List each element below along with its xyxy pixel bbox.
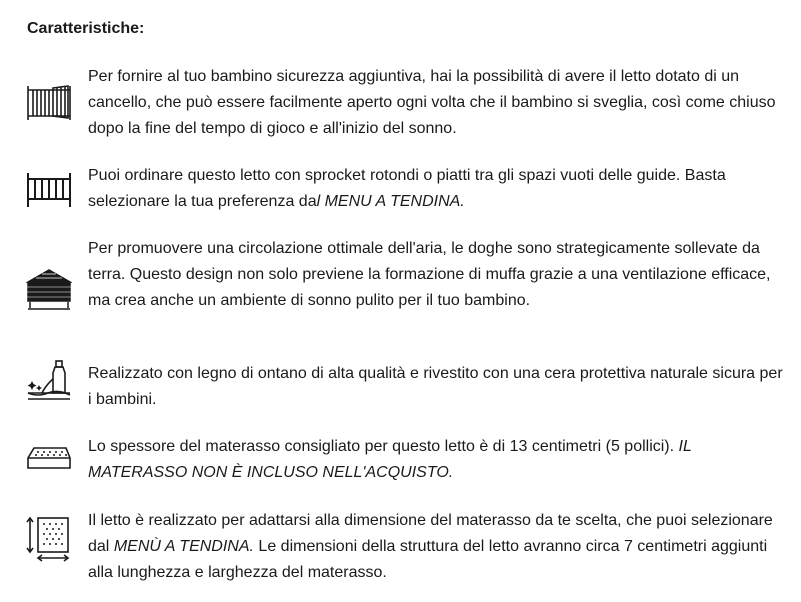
dropdown-menu-emphasis: l MENU A TENDINA. bbox=[316, 193, 465, 210]
feature-text-tail: Le dimensioni della struttura del letto avranno circa 7 centimetri aggiunti alla lunghezza e larghezza del materasso. bbox=[88, 538, 768, 581]
feature-text bbox=[88, 163, 788, 215]
feature-text bbox=[88, 508, 788, 586]
feature-text bbox=[88, 434, 788, 486]
feature-text-main: Lo spessore del materasso consigliato per questo letto è di 13 centimetri (5 pollici). bbox=[88, 438, 675, 455]
feature-text: Per fornire al tuo bambino sicurezza aggiuntiva, hai la possibilità di avere il letto dotato di un cancello, che può essere facilmente aperto ogni volta che il bambino si sveglia, così come chiuso dopo la fine del tempo di gioco e all'inizio del sonno. bbox=[88, 68, 776, 137]
crib-gate-icon bbox=[26, 82, 72, 128]
feature-item bbox=[0, 434, 801, 488]
dimensions-icon bbox=[26, 516, 72, 562]
dropdown-menu-emphasis: MENÙ A TENDINA. bbox=[113, 538, 254, 555]
raised-slats-icon bbox=[26, 266, 72, 312]
feature-item bbox=[0, 236, 801, 342]
feature-item bbox=[0, 64, 801, 144]
feature-text: Realizzato con legno di ontano di alta qualità e rivestito con una cera protettiva naturale sicura per i bambini. bbox=[88, 365, 783, 408]
wax-bottle-icon bbox=[26, 359, 72, 405]
feature-item bbox=[0, 163, 801, 217]
not-included-emphasis: IL MATERASSO NON È INCLUSO NELL'ACQUISTO. bbox=[88, 438, 692, 481]
feature-text: Per promuovere una circolazione ottimale dell'aria, le doghe sono strategicamente sollevate da terra. Questo design non solo previene la formazione di muffa grazie a una ventilazione efficace, ma crea anche un ambiente di sonno pulito per il tuo bambino. bbox=[88, 240, 771, 309]
crib-slats-icon bbox=[26, 167, 72, 213]
feature-text-main: Puoi ordinare questo letto con sprocket rotondi o piatti tra gli spazi vuoti delle guide. Basta selezionare la tua preferenza da bbox=[88, 167, 726, 210]
feature-item bbox=[0, 508, 801, 588]
mattress-icon bbox=[26, 438, 72, 484]
feature-text-main: Il letto è realizzato per adattarsi alla dimensione del materasso da te scelta, che puoi selezionare dal bbox=[88, 512, 773, 555]
feature-item bbox=[0, 361, 801, 415]
section-heading: Caratteristiche: bbox=[27, 20, 145, 37]
